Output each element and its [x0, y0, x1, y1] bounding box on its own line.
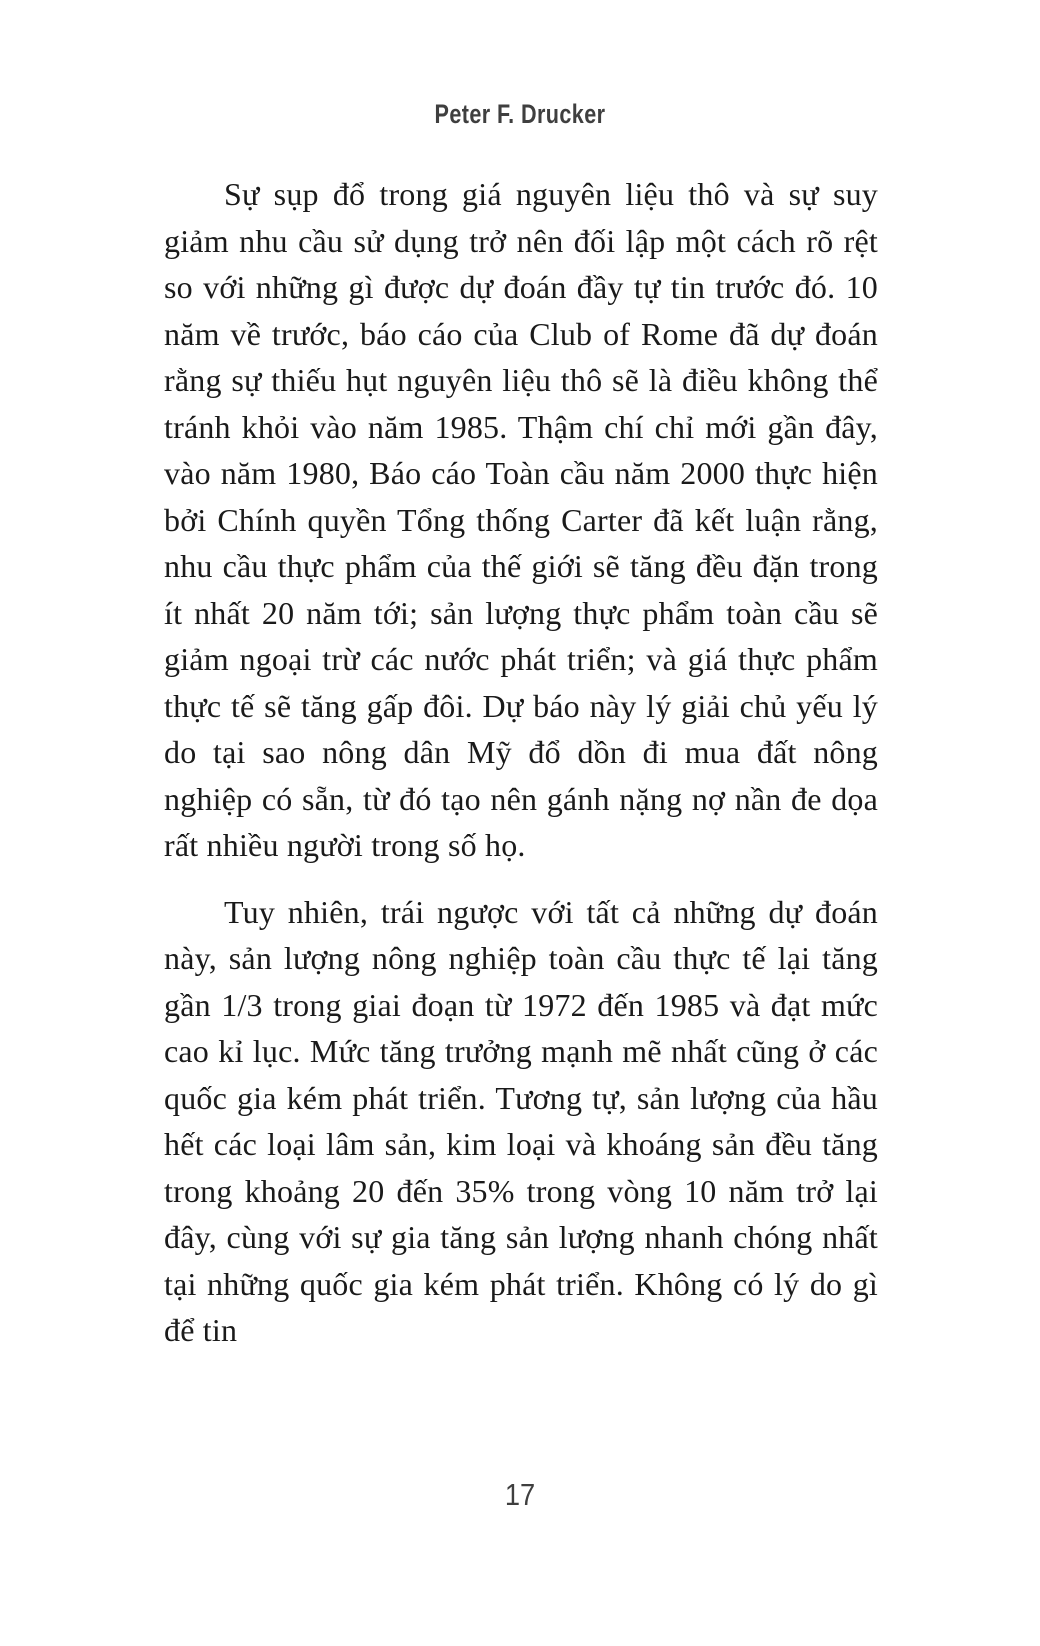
page-number: 17 — [504, 1477, 536, 1512]
paragraph: Tuy nhiên, trái ngược với tất cả những dự đoán này, sản lượng nông nghiệp toàn cầu thực tế lại tăng gần 1/3 trong giai đoạn từ 1972 đến 1985 và đạt mức cao kỉ lục. Mức tăng trưởng mạnh mẽ nhất cũng ở các quốc gia kém phát triển. Tương tự, sản lượng của hầu hết các loại lâm sản, kim loại và khoáng sản đều tăng trong khoảng 20 đến 35% trong vòng 10 năm trở lại đây, cùng với sự gia tăng sản lượng nhanh chóng nhất tại những quốc gia kém phát triển. Không có lý do gì để tin — [164, 893, 878, 1348]
paragraph: Sự sụp đổ trong giá nguyên liệu thô và sự suy giảm nhu cầu sử dụng trở nên đối lập một cách rõ rệt so với những gì được dự đoán đầy tự tin trước đó. 10 năm về trước, báo cáo của Club of Rome đã dự đoán rằng sự thiếu hụt nguyên liệu thô sẽ là điều không thể tránh khỏi vào năm 1985. Thậm chí chỉ mới gần đây, vào năm 1980, Báo cáo Toàn cầu năm 2000 thực hiện bởi Chính quyền Tổng thống Carter đã kết luận rằng, nhu cầu thực phẩm của thế giới sẽ tăng đều đặn trong ít nhất 20 năm tới; sản lượng thực phẩm toàn cầu sẽ giảm ngoại trừ các nước phát triển; và giá thực phẩm thực tế sẽ tăng gấp đôi. Dự báo này lý giải chủ yếu lý do tại sao nông dân Mỹ đổ dồn đi mua đất nông nghiệp có sẵn, từ đó tạo nên gánh nặng nợ nần đe dọa rất nhiều người trong số họ. — [164, 176, 878, 863]
body-text — [164, 171, 878, 1354]
running-header-author: Peter F. Drucker — [434, 99, 606, 129]
